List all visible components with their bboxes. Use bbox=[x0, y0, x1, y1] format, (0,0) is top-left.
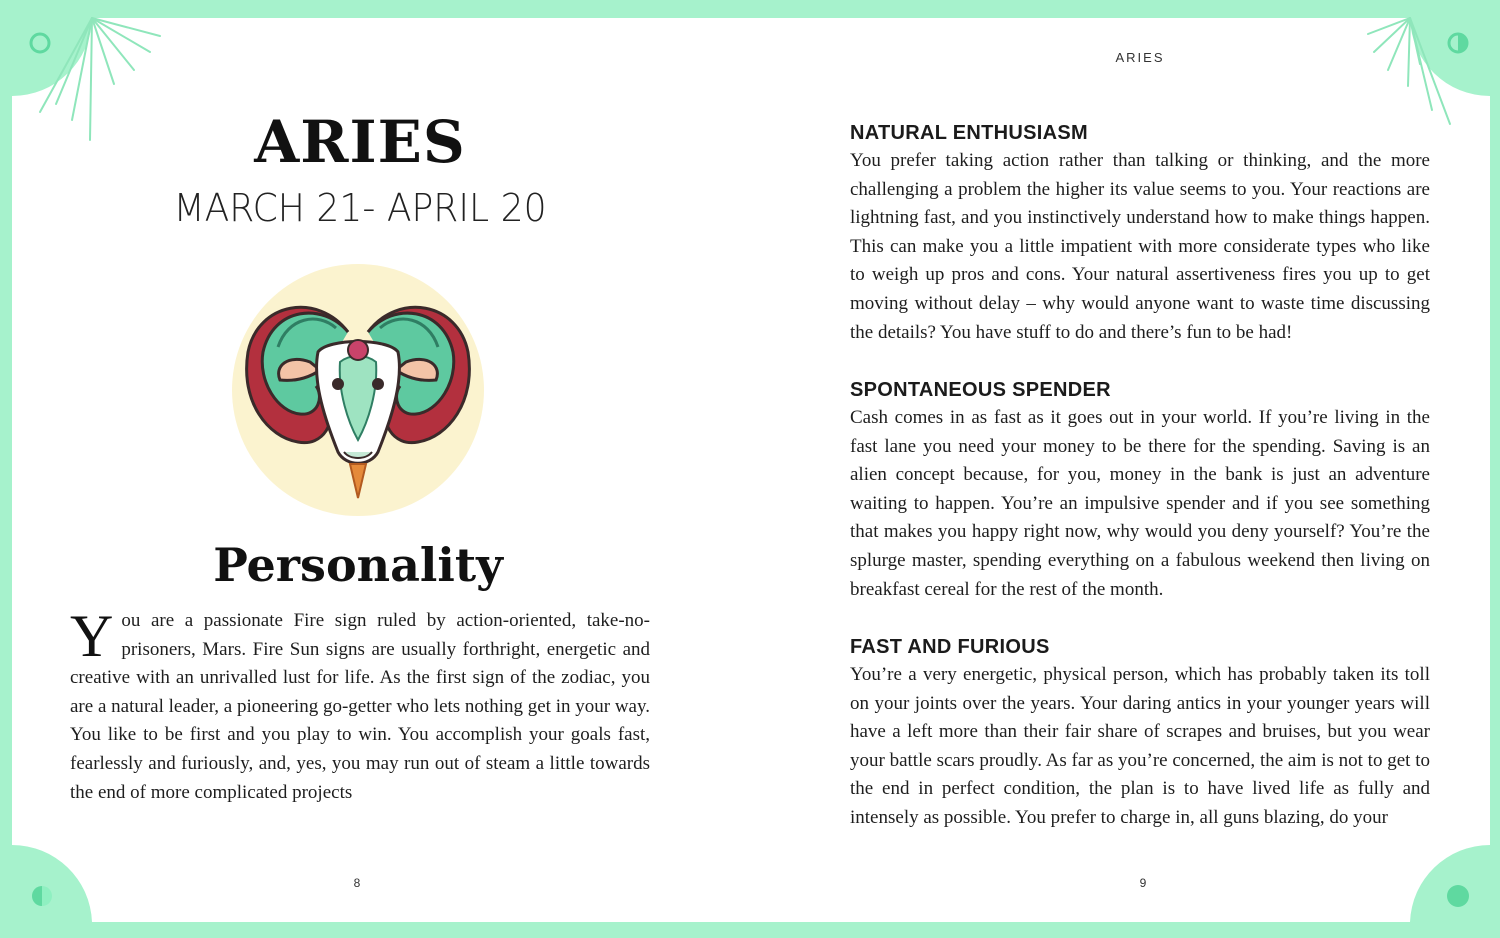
page-number-left: 8 bbox=[353, 876, 361, 890]
section-spontaneous-spender bbox=[850, 379, 1430, 604]
section-natural-enthusiasm bbox=[850, 122, 1430, 347]
section-heading: NATURAL ENTHUSIASM bbox=[850, 122, 1088, 144]
section-body: Cash comes in as fast as it goes out in your world. If you’re living in the fast lane you need your money to be there for the spending. Saving is an alien concept because, for you, money in the bank is just an adventure waiting to happen. You’re an impulsive spender and if you see something that makes you happy right now, why would you deny yourself? You’re the splurge master, spending everything on a fabulous weekend then living on breakfast cereal for the rest of the month. bbox=[850, 407, 1430, 600]
section-heading: FAST AND FURIOUS bbox=[850, 636, 1050, 658]
section-heading-personality: Personality bbox=[213, 538, 503, 592]
section-fast-and-furious bbox=[850, 636, 1430, 833]
section-body: You’re a very energetic, physical person, which has probably taken its toll on your joints over the years. Your daring antics in your younger years will have a left more than their fair share of scrapes and bruises, but you wear your battle scars proudly. As far as you’re concerned, the aim is not to get to the end in perfect condition, the plan is to have lived life as fully and intensely as possible. You prefer to charge in, all guns blazing, do your bbox=[850, 664, 1430, 828]
running-head: ARIES bbox=[1115, 50, 1165, 65]
intro-text: ou are a passionate Fire sign ruled by action-oriented, take-no-prisoners, Mars. Fire Sun signs are usually forthright, energetic and creative with an unrivalled lust for life. As the first sign of the zodiac, you are a natural leader, a pioneering go-getter who lets nothing get in your way. You like to be first and you play to win. You accomplish your goals fast, fearlessly and furiously, and, yes, you may run out of steam a little towards the end of more complicated projects bbox=[70, 610, 650, 803]
sign-title: ARIES bbox=[254, 108, 466, 176]
intro-paragraph bbox=[70, 603, 650, 807]
section-heading: SPONTANEOUS SPENDER bbox=[850, 379, 1111, 401]
page-number-right: 9 bbox=[1139, 876, 1147, 890]
section-body: You prefer taking action rather than talking or thinking, and the more challenging a problem the higher its value seems to you. Your reactions are lightning fast, and you instinctively understand how to make things happen. This can make you a little impatient with more considerate types who like to weigh up pros and cons. Your natural assertiveness fires you up to get moving without delay – why would anyone want to waste time discussing the details? You have stuff to do and there’s fun to be had! bbox=[850, 150, 1430, 343]
ram-head-illustration bbox=[228, 262, 488, 522]
date-range: MARCH 21- APRIL 20 bbox=[173, 186, 547, 230]
drop-cap: Y bbox=[70, 603, 114, 669]
